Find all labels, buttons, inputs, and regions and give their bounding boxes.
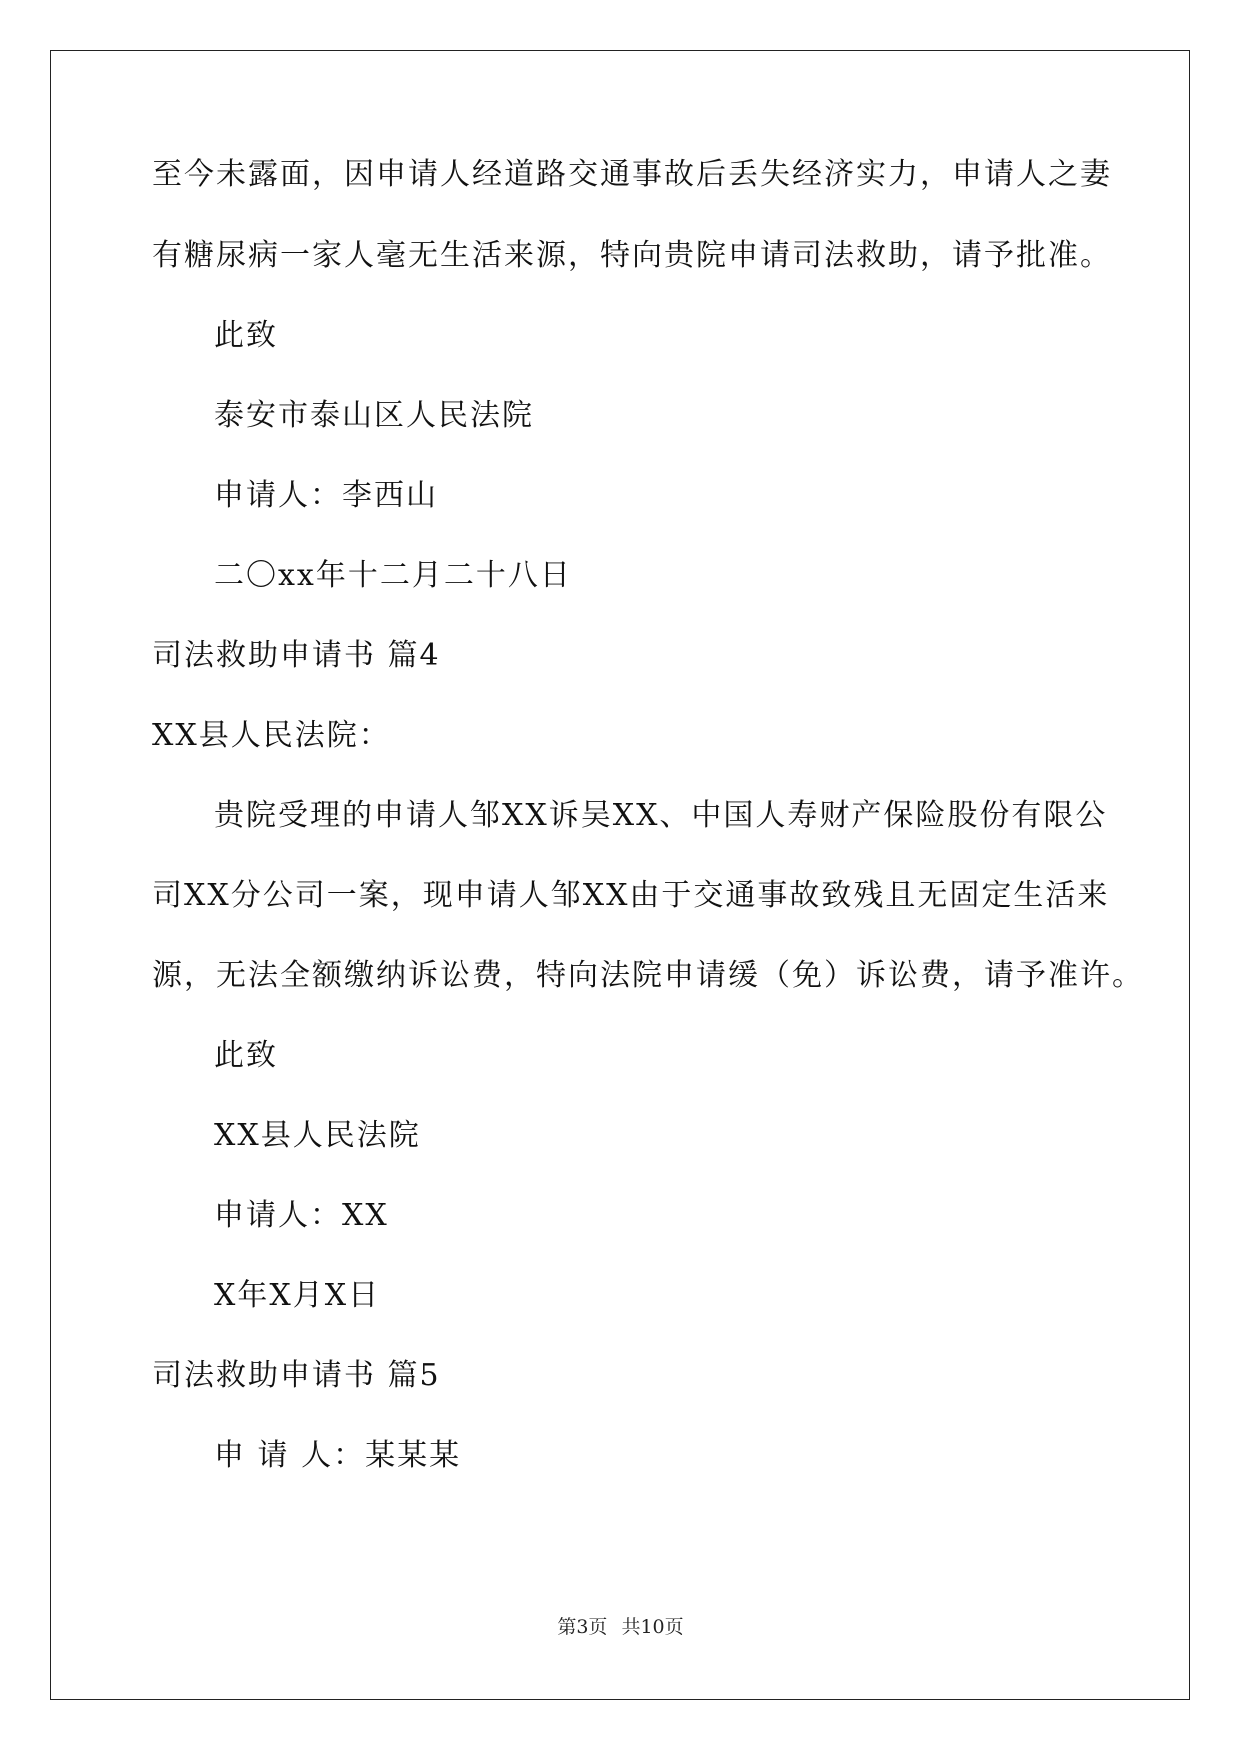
body-line: 至今未露面，因申请人经道路交通事故后丢失经济实力，申请人之妻 bbox=[152, 157, 1112, 192]
applicant: 申请人：XX bbox=[214, 1198, 389, 1233]
body-line: 贵院受理的申请人邹XX诉吴XX、中国人寿财产保险股份有限公 bbox=[214, 798, 1108, 833]
recipient: 泰安市泰山区人民法院 bbox=[214, 398, 534, 433]
addressee: XX县人民法院： bbox=[152, 718, 391, 753]
section-heading: 司法救助申请书 篇5 bbox=[152, 1358, 441, 1393]
applicant: 申 请 人：某某某 bbox=[214, 1438, 462, 1473]
applicant: 申请人：李西山 bbox=[214, 478, 438, 513]
body-line: 有糖尿病一家人毫无生活来源，特向贵院申请司法救助，请予批准。 bbox=[152, 238, 1112, 273]
recipient: XX县人民法院 bbox=[214, 1118, 421, 1153]
page-total: 共10页 bbox=[621, 1616, 684, 1638]
salutation: 此致 bbox=[214, 1038, 278, 1073]
body-line: 司XX分公司一案，现申请人邹XX由于交通事故致残且无固定生活来 bbox=[152, 878, 1110, 913]
salutation: 此致 bbox=[214, 318, 278, 353]
date: X年X月X日 bbox=[214, 1278, 381, 1313]
body-line: 源，无法全额缴纳诉讼费，特向法院申请缓（免）诉讼费，请予准许。 bbox=[152, 958, 1144, 993]
date: 二〇xx年十二月二十八日 bbox=[214, 558, 572, 593]
page-number: 第3页 bbox=[557, 1616, 608, 1638]
page-footer bbox=[0, 1614, 1241, 1640]
section-heading: 司法救助申请书 篇4 bbox=[152, 638, 441, 673]
